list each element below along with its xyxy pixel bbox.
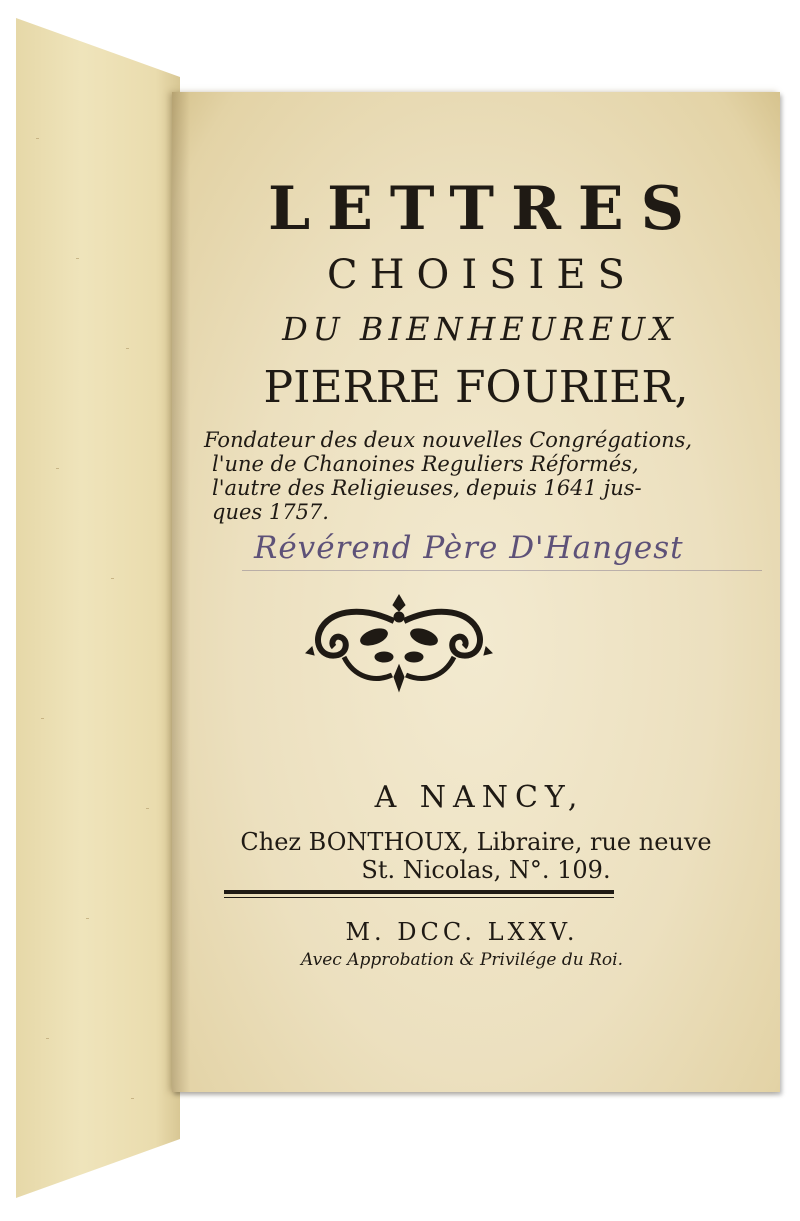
endpaper-flyleaf [16, 18, 180, 1198]
fleuron-ornament-icon [304, 587, 494, 697]
imprint-place: A NANCY, [374, 780, 585, 815]
title-line-bienheureux: DU BIENHEUREUX [282, 310, 678, 348]
imprint-publisher-line-2: St. Nicolas, N°. 109. [361, 856, 611, 884]
double-rule-thick [224, 890, 614, 894]
subtitle-line-2: l'une de Chanoines Reguliers Réformés, [212, 452, 639, 476]
royal-privilege-note: Avec Approbation & Privilége du Roi. [301, 950, 623, 970]
inscription-underline [242, 570, 762, 571]
title-line-choisies: CHOISIES [327, 252, 637, 298]
title-line-lettres: LETTRES [267, 174, 701, 244]
page-gutter-shadow [172, 92, 190, 1092]
title-page [172, 92, 780, 1092]
imprint-year: M. DCC. LXXV. [345, 918, 579, 946]
subtitle-line-4: ques 1757. [212, 500, 329, 524]
subtitle-line-1: Fondateur des deux nouvelles Congrégations, [204, 428, 693, 452]
double-rule-thin [224, 897, 614, 898]
handwritten-inscription: Révérend Père D'Hangest [254, 530, 684, 566]
subtitle-line-3: l'autre des Religieuses, depuis 1641 jus- [212, 476, 642, 500]
imprint-publisher-line-1: Chez BONTHOUX, Libraire, rue neuve [240, 828, 712, 856]
title-line-pierre-fourier: PIERRE FOURIER, [263, 362, 689, 413]
